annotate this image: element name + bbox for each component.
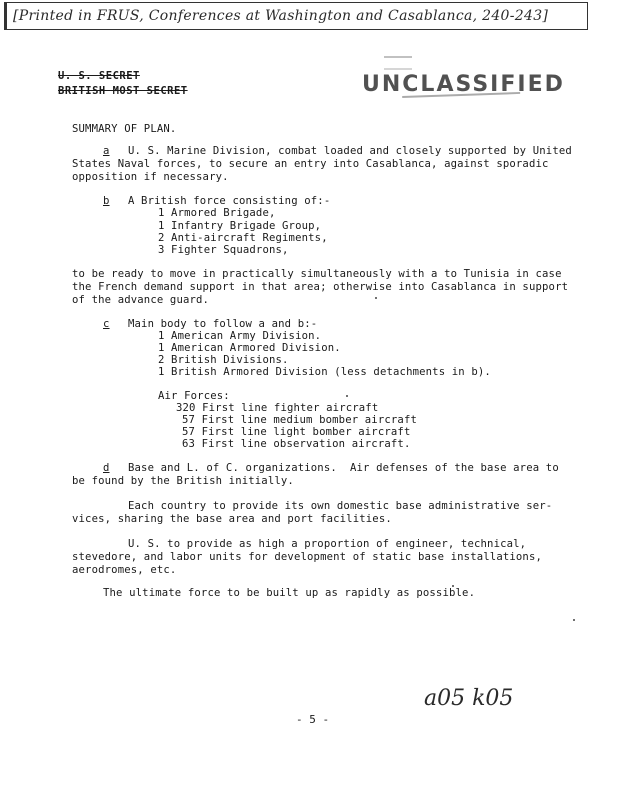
item-d-line-2: be found by the British initially.	[72, 475, 294, 487]
classification-british-most-secret: BRITISH MOST SECRET	[58, 85, 188, 97]
item-c-unit-2: 1 American Armored Division.	[158, 342, 341, 354]
scan-speck	[375, 297, 377, 299]
us-line-1: U. S. to provide as high a proportion of engineer, technical,	[128, 538, 527, 550]
stamp-mark	[384, 56, 412, 70]
item-c-unit-1: 1 American Army Division.	[158, 330, 322, 342]
air-unit-1: 320 First line fighter aircraft	[176, 402, 379, 414]
air-unit-3: 57 First line light bomber aircraft	[182, 426, 411, 438]
item-b-unit-2: 1 Infantry Brigade Group,	[158, 220, 322, 232]
item-d-letter: d	[103, 462, 110, 474]
us-line-2: stevedore, and labor units for development of static base installations,	[72, 551, 543, 563]
item-b-unit-4: 3 Fighter Squadrons,	[158, 244, 289, 256]
item-a-letter: a	[103, 145, 110, 157]
item-d-line-1: Base and L. of C. organizations. Air defenses of the base area to	[128, 462, 559, 474]
air-unit-2: 57 First line medium bomber aircraft	[182, 414, 418, 426]
air-forces-heading: Air Forces:	[158, 390, 230, 402]
air-unit-4: 63 First line observation aircraft.	[182, 438, 411, 450]
item-b-cont-2: the French demand support in that area; otherwise into Casablanca in support	[72, 281, 569, 293]
printed-in-note: [Printed in FRUS, Conferences at Washington and Casablanca, 240-243]	[4, 2, 588, 30]
item-a-line-1: U. S. Marine Division, combat loaded and closely supported by United	[128, 145, 572, 157]
item-a-line-3: opposition if necessary.	[72, 171, 229, 183]
scan-speck	[452, 585, 454, 587]
services-line-1: Each country to provide its own domestic base administrative ser-	[128, 500, 553, 512]
item-c-intro: Main body to follow a and b:-	[128, 318, 318, 330]
item-c-letter: c	[103, 318, 110, 330]
summary-heading: SUMMARY OF PLAN.	[72, 123, 177, 135]
scan-speck	[346, 395, 348, 397]
services-line-2: vices, sharing the base area and port facilities.	[72, 513, 392, 525]
item-b-cont-3: of the advance guard.	[72, 294, 210, 306]
item-c-unit-3: 2 British Divisions.	[158, 354, 289, 366]
classification-us-secret: U. S. SECRET	[58, 70, 140, 82]
item-b-unit-3: 2 Anti-aircraft Regiments,	[158, 232, 328, 244]
item-a-line-2: States Naval forces, to secure an entry into Casablanca, against sporadic	[72, 158, 549, 170]
item-c-unit-4: 1 British Armored Division (less detachments in b).	[158, 366, 491, 378]
unclassified-stamp: UNCLASSIFIED	[362, 72, 565, 97]
item-b-intro: A British force consisting of:-	[128, 195, 331, 207]
us-line-3: aerodromes, etc.	[72, 564, 177, 576]
item-b-unit-1: 1 Armored Brigade,	[158, 207, 276, 219]
scan-speck	[573, 619, 575, 621]
page-number: - 5 -	[296, 713, 330, 726]
archive-number: a05 k05	[424, 686, 514, 711]
item-b-letter: b	[103, 195, 110, 207]
final-line: The ultimate force to be built up as rapidly as possible.	[103, 587, 476, 599]
item-b-cont-1: to be ready to move in practically simultaneously with a to Tunisia in case	[72, 268, 562, 280]
